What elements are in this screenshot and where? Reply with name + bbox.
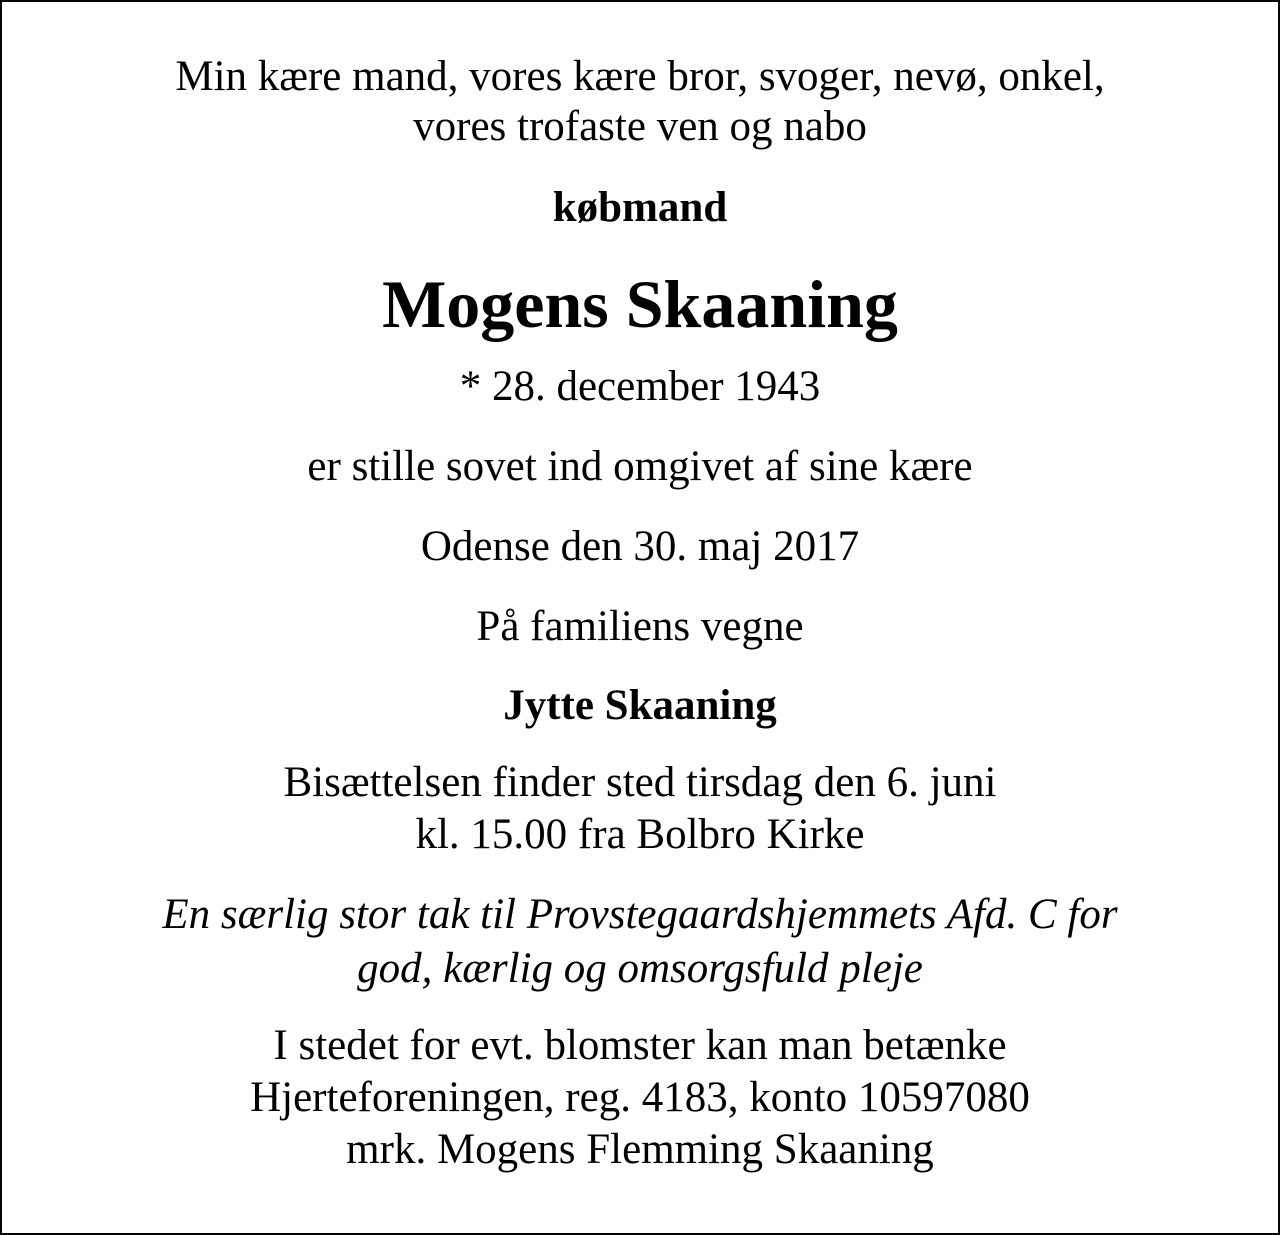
funeral-line-1: Bisættelsen finder sted tirsdag den 6. juni [283,759,997,806]
thanks-line-1: En særlig stor tak til Provstegaardshjemmets Afd. C for [162,891,1118,938]
deceased-title: købmand [552,184,728,231]
place-and-date: Odense den 30. maj 2017 [420,523,860,570]
passing-statement: er stille sovet ind omgivet af sine kære [307,443,973,490]
deceased-name: Mogens Skaaning [382,266,898,342]
funeral-line-2: kl. 15.00 fra Bolbro Kirke [415,811,865,858]
signer-name: Jytte Skaaning [503,682,777,729]
intro-line-1: Min kære mand, vores kære bror, svoger, nevø, onkel, [175,53,1105,100]
intro-text [2,52,1278,152]
on-behalf-text: På familiens vegne [476,603,804,650]
birth-date: * 28. december 1943 [459,363,821,410]
thanks-line-2: god, kærlig og omsorgsfuld pleje [357,945,923,992]
donation-line-2: Hjerteforeningen, reg. 4183, konto 10597080 [250,1074,1030,1121]
donation-line-3: mrk. Mogens Flemming Skaaning [346,1126,934,1173]
donation-request [2,1020,1278,1176]
donation-line-1: I stedet for evt. blomster kan man betænke [273,1022,1007,1069]
thanks-message [2,888,1278,996]
intro-line-2: vores trofaste ven og nabo [413,103,867,150]
funeral-details [2,757,1278,861]
